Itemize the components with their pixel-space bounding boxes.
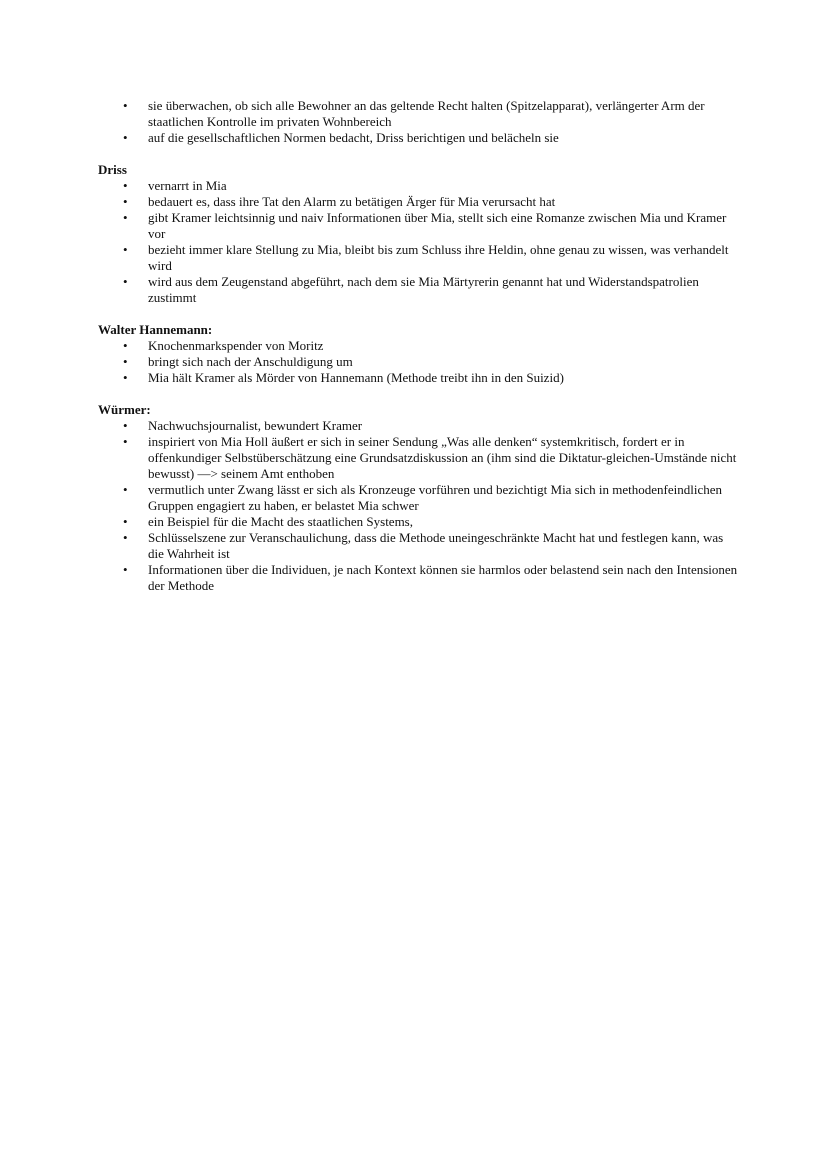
- list-item: [98, 242, 738, 274]
- list-item-text: Informationen über die Individuen, je nach Kontext können sie harmlos oder belastend sein nach den Intensionen der Methode: [148, 562, 738, 593]
- list-item-text: vermutlich unter Zwang lässt er sich als Kronzeuge vorführen und bezichtigt Mia sich in methodenfeindlichen Gruppen engagiert zu haben, er belastet Mia schwer: [148, 482, 722, 513]
- list-item: [98, 194, 738, 210]
- list-item-text: auf die gesellschaftlichen Normen bedacht, Driss berichtigen und belächeln sie: [148, 130, 559, 145]
- section-heading: Driss: [98, 162, 127, 177]
- section-neighbors: [98, 98, 738, 146]
- list-item: [98, 418, 738, 434]
- list-item: [98, 354, 738, 370]
- list-item: [98, 370, 738, 386]
- list-item-text: Mia hält Kramer als Mörder von Hannemann (Methode treibt ihn in den Suizid): [148, 370, 564, 385]
- bullet-icon: •: [123, 194, 128, 209]
- list-item-text: bedauert es, dass ihre Tat den Alarm zu betätigen Ärger für Mia verursacht hat: [148, 194, 556, 209]
- bullet-list: [98, 338, 738, 386]
- bullet-icon: •: [123, 130, 128, 145]
- bullet-icon: •: [123, 178, 128, 193]
- bullet-icon: •: [123, 210, 128, 225]
- bullet-list: [98, 418, 738, 594]
- list-item: [98, 274, 738, 306]
- bullet-icon: •: [123, 530, 128, 545]
- bullet-icon: •: [123, 562, 128, 577]
- bullet-icon: •: [123, 242, 128, 257]
- bullet-icon: •: [123, 434, 128, 449]
- list-item-text: Schlüsselszene zur Veranschaulichung, dass die Methode uneingeschränkte Macht hat und festlegen kann, was die Wahrheit ist: [148, 530, 724, 561]
- bullet-list: [98, 98, 738, 146]
- bullet-icon: •: [123, 98, 128, 113]
- list-item: [98, 210, 738, 242]
- bullet-icon: •: [123, 354, 128, 369]
- list-item-text: sie überwachen, ob sich alle Bewohner an das geltende Recht halten (Spitzelapparat), verlängerter Arm der staatlichen Kontrolle im privaten Wohnbereich: [148, 98, 705, 129]
- list-item-text: bringt sich nach der Anschuldigung um: [148, 354, 353, 369]
- bullet-icon: •: [123, 370, 128, 385]
- section-walter-hannemann: [98, 322, 738, 386]
- list-item-text: vernarrt in Mia: [148, 178, 227, 193]
- bullet-icon: •: [123, 418, 128, 433]
- bullet-icon: •: [123, 514, 128, 529]
- bullet-icon: •: [123, 274, 128, 289]
- list-item: [98, 338, 738, 354]
- list-item: [98, 514, 738, 530]
- list-item-text: Nachwuchsjournalist, bewundert Kramer: [148, 418, 363, 433]
- list-item: [98, 434, 738, 482]
- bullet-icon: •: [123, 482, 128, 497]
- section-heading: Walter Hannemann:: [98, 322, 213, 337]
- bullet-icon: •: [123, 338, 128, 353]
- section-driss: [98, 162, 738, 306]
- list-item: [98, 130, 738, 146]
- section-wuermer: [98, 402, 738, 594]
- list-item-text: inspiriert von Mia Holl äußert er sich in seiner Sendung „Was alle denken“ systemkritisch, fordert er in offenkundiger Selbstüberschätzung eine Grundsatzdiskussion an (ihm sind die Diktatur-gleichen-Umstände nicht bewusst) —> seinem Amt enthoben: [148, 434, 737, 481]
- list-item-text: wird aus dem Zeugenstand abgeführt, nach dem sie Mia Märtyrerin genannt hat und Widerstandspatrolien zustimmt: [148, 274, 699, 305]
- list-item-text: gibt Kramer leichtsinnig und naiv Informationen über Mia, stellt sich eine Romanze zwischen Mia und Kramer vor: [148, 210, 727, 241]
- bullet-list: [98, 178, 738, 306]
- list-item-text: Knochenmarkspender von Moritz: [148, 338, 324, 353]
- list-item-text: ein Beispiel für die Macht des staatlichen Systems,: [148, 514, 413, 529]
- section-heading: Würmer:: [98, 402, 151, 417]
- list-item: [98, 562, 738, 594]
- list-item: [98, 530, 738, 562]
- list-item: [98, 482, 738, 514]
- list-item: [98, 178, 738, 194]
- list-item-text: bezieht immer klare Stellung zu Mia, bleibt bis zum Schluss ihre Heldin, ohne genau zu wissen, was verhandelt wird: [148, 242, 729, 273]
- list-item: [98, 98, 738, 130]
